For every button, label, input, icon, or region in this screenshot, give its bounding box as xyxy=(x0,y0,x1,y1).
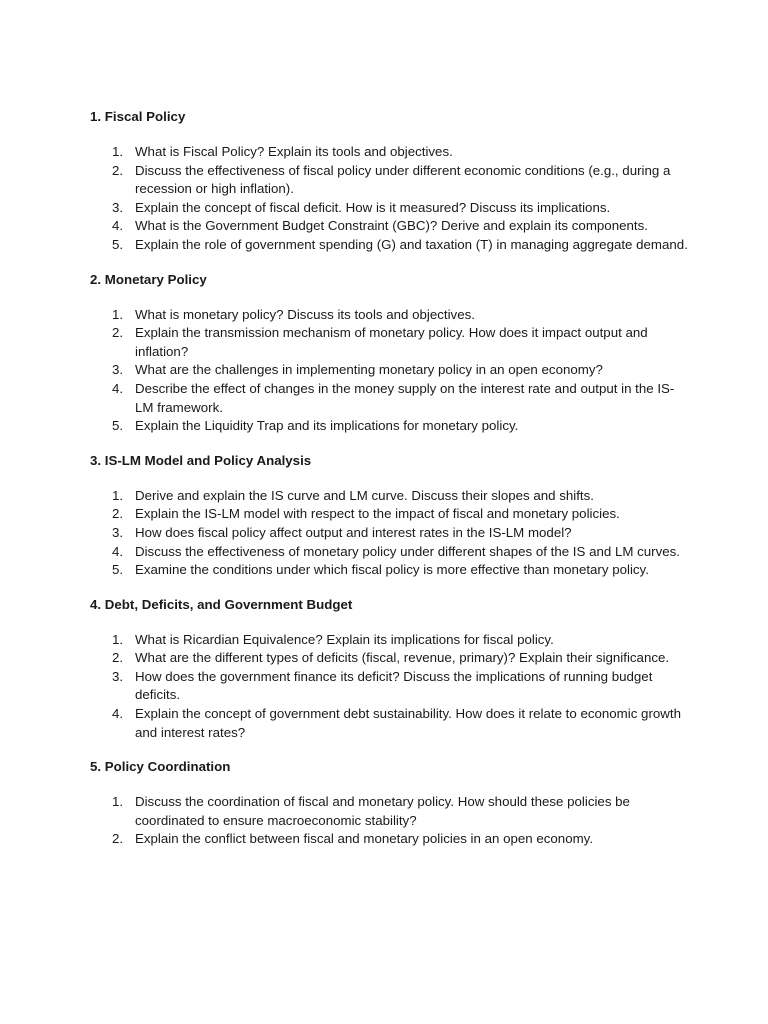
question-text: Explain the role of government spending (G) and taxation (T) in managing aggregate demand. xyxy=(135,236,688,252)
question-list xyxy=(90,487,688,580)
question-list xyxy=(90,306,688,436)
question-number: 2. xyxy=(112,506,124,522)
question-number: 5. xyxy=(112,562,124,578)
question-number: 4. xyxy=(112,706,124,722)
section-heading: 2. Monetary Policy xyxy=(90,271,207,287)
question-number: 4. xyxy=(112,218,124,234)
question-number: 4. xyxy=(112,543,124,559)
question-item xyxy=(90,561,688,580)
question-item xyxy=(90,361,688,380)
question-list xyxy=(90,793,688,849)
question-text: Examine the conditions under which fiscal policy is more effective than monetary policy. xyxy=(135,562,649,578)
question-item xyxy=(90,705,688,742)
question-number: 1. xyxy=(112,631,124,647)
section-debt-deficits xyxy=(90,596,688,743)
question-text: What are the challenges in implementing monetary policy in an open economy? xyxy=(135,362,603,378)
question-item xyxy=(90,324,688,361)
question-number: 2. xyxy=(112,650,124,666)
question-text: What is the Government Budget Constraint (GBC)? Derive and explain its components. xyxy=(135,218,648,234)
question-number: 2. xyxy=(112,831,124,847)
question-text: How does the government finance its deficit? Discuss the implications of running budget deficits. xyxy=(135,668,653,703)
section-policy-coordination xyxy=(90,758,688,849)
question-number: 1. xyxy=(112,794,124,810)
question-item xyxy=(90,417,688,436)
question-item xyxy=(90,830,688,849)
question-text: Discuss the coordination of fiscal and monetary policy. How should these policies be coordinated to ensure macroeconomic stability? xyxy=(135,794,630,828)
question-text: What are the different types of deficits (fiscal, revenue, primary)? Explain their significance. xyxy=(135,650,670,666)
section-heading: 5. Policy Coordination xyxy=(90,759,231,775)
question-item xyxy=(90,649,688,668)
question-item xyxy=(90,217,688,236)
question-text: Derive and explain the IS curve and LM curve. Discuss their slopes and shifts. xyxy=(135,487,594,503)
question-text: Describe the effect of changes in the money supply on the interest rate and output in the IS-LM framework. xyxy=(135,380,675,415)
question-item xyxy=(90,306,688,325)
question-text: What is monetary policy? Discuss its tools and objectives. xyxy=(135,306,475,322)
question-item xyxy=(90,380,688,417)
question-text: Discuss the effectiveness of monetary policy under different shapes of the IS and LM curves. xyxy=(135,543,680,559)
question-text: What is Ricardian Equivalence? Explain its implications for fiscal policy. xyxy=(135,631,554,647)
question-number: 5. xyxy=(112,418,124,434)
question-item xyxy=(90,143,688,162)
question-item xyxy=(90,199,688,218)
question-number: 2. xyxy=(112,162,124,178)
section-heading: 4. Debt, Deficits, and Government Budget xyxy=(90,596,353,612)
question-number: 3. xyxy=(112,362,124,378)
question-list xyxy=(90,631,688,743)
question-item xyxy=(90,505,688,524)
question-item xyxy=(90,236,688,255)
question-item xyxy=(90,524,688,543)
section-fiscal-policy xyxy=(90,108,688,255)
question-text: What is Fiscal Policy? Explain its tools and objectives. xyxy=(135,144,453,159)
question-number: 4. xyxy=(112,380,124,396)
question-text: Explain the Liquidity Trap and its implications for monetary policy. xyxy=(135,418,519,434)
question-text: Explain the concept of fiscal deficit. How is it measured? Discuss its implications. xyxy=(135,199,611,215)
question-text: Explain the transmission mechanism of monetary policy. How does it impact output and inflation? xyxy=(135,325,648,359)
question-item xyxy=(90,631,688,650)
question-number: 3. xyxy=(112,199,124,215)
section-heading: 3. IS-LM Model and Policy Analysis xyxy=(90,452,312,468)
question-item xyxy=(90,668,688,705)
question-list xyxy=(90,143,688,255)
question-item xyxy=(90,162,688,199)
question-item xyxy=(90,793,688,830)
section-monetary-policy xyxy=(90,271,688,436)
question-number: 2. xyxy=(112,325,124,341)
question-text: Explain the conflict between fiscal and monetary policies in an open economy. xyxy=(135,831,594,847)
question-number: 3. xyxy=(112,668,124,684)
question-text: Explain the concept of government debt sustainability. How does it relate to economic growth and interest rates? xyxy=(135,706,681,740)
question-text: Discuss the effectiveness of fiscal policy under different economic conditions (e.g., during a recession or high inflation). xyxy=(135,162,671,197)
question-item xyxy=(90,487,688,506)
question-text: Explain the IS-LM model with respect to the impact of fiscal and monetary policies. xyxy=(135,506,620,522)
section-heading: 1. Fiscal Policy xyxy=(90,109,186,124)
question-item xyxy=(90,543,688,562)
question-number: 3. xyxy=(112,524,124,540)
question-text: How does fiscal policy affect output and interest rates in the IS-LM model? xyxy=(135,524,572,540)
question-number: 1. xyxy=(112,487,124,503)
section-is-lm-model xyxy=(90,452,688,580)
question-number: 1. xyxy=(112,306,124,322)
question-number: 5. xyxy=(112,236,124,252)
question-number: 1. xyxy=(112,144,124,159)
